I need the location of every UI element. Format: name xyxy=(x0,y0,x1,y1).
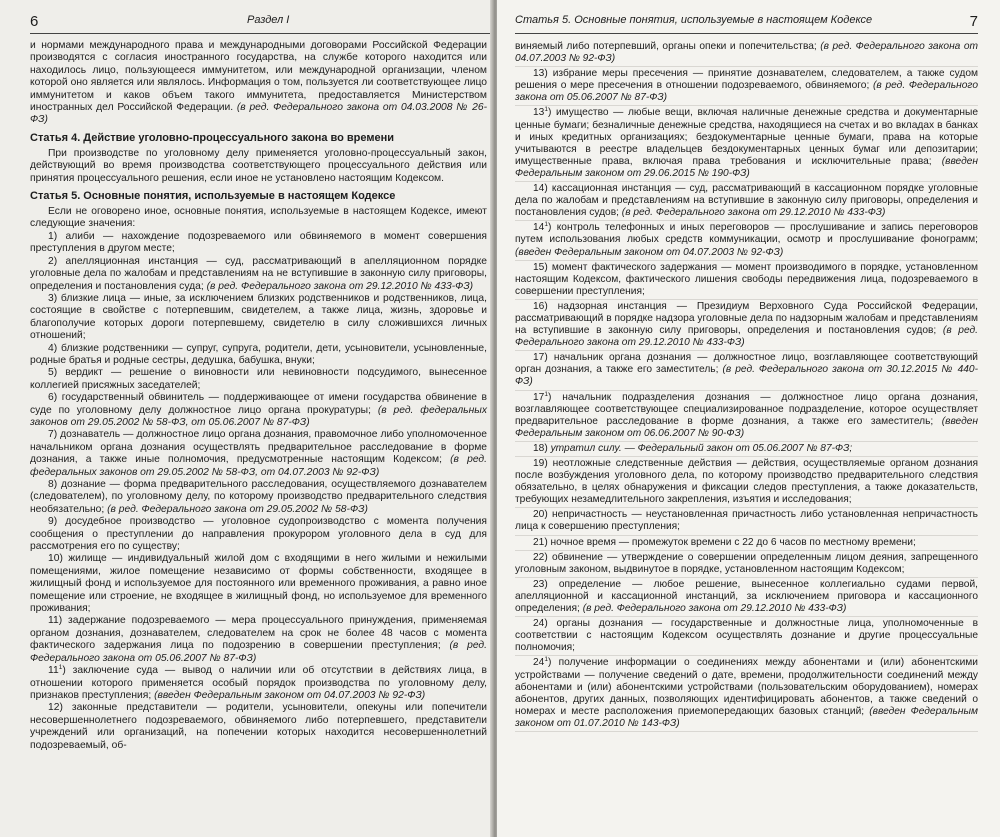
paragraph xyxy=(30,429,487,479)
paragraph xyxy=(30,206,487,231)
amendment-note: (в ред. Федерального закона от 29.12.2010 № 433-ФЗ) xyxy=(515,325,978,349)
paragraph-text: $11^1$) заключение суда — вывод о наличии или об отсутствии в действиях лица, в отношении которого применяется особый порядок производства по уголовному делу, признаков преступления; xyxy=(30,664,487,701)
amendment-note: (в ред. Федерального закона от 29.12.2010 № 433-ФЗ) xyxy=(206,280,474,292)
paragraph-text: 5) вердикт — решение о виновности или невиновности подсудимого, вынесенное коллегией присяжных заседателей; xyxy=(30,367,487,391)
paragraph-text: 22) обвинение — утверждение о совершении определенным лицом деяния, запрещенного уголовным законом, выдвинутое в порядке, установленном настоящим Кодексом; xyxy=(515,551,978,575)
amendment-note: (в ред. Федерального закона от 05.06.2007 № 87-ФЗ) xyxy=(30,640,487,664)
paragraph-text: 13) избрание меры пресечения — принятие дознавателем, следователем, а также судом решения о мере пресечения в отношении подозреваемого, обвиняемого; xyxy=(515,68,978,92)
paragraph-text: 21) ночное время — промежуток времени с 22 до 6 часов по местному времени; xyxy=(533,536,916,548)
section-title: Раздел I xyxy=(247,14,290,26)
paragraph-text: 3) близкие лица — иные, за исключением близких родственников и родственников, лица, состоящие в свойстве с потерпевшим, свидетелем, а также лица, жизнь, здоровье и благополучие которых дороги потерпевшему, свидетелю в силу сложившихся личных отношений; xyxy=(30,292,487,342)
paragraph xyxy=(30,293,487,343)
paragraph xyxy=(515,262,978,300)
paragraph-text: 7) дознаватель — должностное лицо органа дознания, правомочное либо уполномоченное начальником органа дознания осуществлять предварительное расследование в форме дознания, а также иные полномочия, предусмотренные настоящим Кодексом; xyxy=(30,429,487,466)
article-heading: Статья 5. Основные понятия, используемые в настоящем Кодексе xyxy=(30,190,396,203)
paragraph-text: 23) определение — любое решение, вынесенное коллегиально судами первой, апелляционной и кассационной инстанций, за исключением приговора и кассационного определения; xyxy=(515,578,978,615)
paragraph-text: 10) жилище — индивидуальный жилой дом с входящими в него жилыми и нежилыми помещениями, жилое помещение независимо от формы собственности, входящее в жилищный фонд и используемое для постоянного или временного проживания, а равно иное помещение или строение, не входящее в жилищный фонд, но используемое для временного проживания; xyxy=(30,553,487,615)
paragraph-text: 1) алиби — нахождение подозреваемого или обвиняемого в момент совершения преступления в другом месте; xyxy=(30,230,487,255)
paragraph-text: 11) задержание подозреваемого — мера процессуального принуждения, применяемая органом дознания, дознавателем, следователем на срок не более 48 часов с момента фактического задержания лица по подозрению в совершении преступления; xyxy=(30,615,487,652)
paragraph xyxy=(515,509,978,535)
paragraph-text: 16) надзорная инстанция — Президиум Верховного Суда Российской Федерации, рассматривающий в порядке надзора уголовные дела по надзорным жалобам и представлениям на вступившие в законную силу приговоры, определения и постановления судов; xyxy=(515,300,978,337)
paragraph-text: 17) начальник органа дознания — должностное лицо, возглавляющее соответствующий орган дознания, а также его заместитель; xyxy=(515,352,978,376)
paragraph-text: 18) xyxy=(533,442,548,454)
paragraph-text: 8) дознание — форма предварительного расследования, осуществляемого дознавателем (следователем), по уголовному делу, по которому производство предварительного следствия необязательно; xyxy=(30,479,487,515)
paragraph xyxy=(515,183,978,221)
amendment-note: (в ред. федеральных законов от 29.05.2002 № 58-ФЗ, от 04.07.2003 № 92-ФЗ) xyxy=(30,454,487,478)
page-number-left: 6 xyxy=(30,13,39,30)
header-rule xyxy=(30,33,490,34)
paragraph-text: 20) непричастность — неустановленная причастность либо установленная непричастность лица к совершению преступления; xyxy=(515,509,978,533)
paragraph-text: виняемый либо потерпевший, органы опеки и попечительства; xyxy=(515,41,817,52)
paragraph xyxy=(515,537,978,551)
amendment-note: (в ред. Федерального закона от 29.12.2010 № 433-ФЗ) xyxy=(621,207,886,219)
paragraph-text: 12) законные представители — родители, усыновители, опекуны или попечители несовершеннолетнего подозреваемого, обвиняемого либо потерпевшего, представители учреждений или организаций, на попечении которых находится несовершеннолетний подозреваемый, об- xyxy=(30,702,487,751)
paragraph xyxy=(30,665,487,702)
paragraph xyxy=(30,615,487,665)
paragraph-text: 19) неотложные следственные действия — действия, осуществляемые органом дознания после возбуждения уголовного дела, по которому производство предварительного следствия обязательно, в целях обнаружения и фиксации следов преступления, а также доказательств, требующих незамедлительного закрепления, изъятия и исследования; xyxy=(515,458,978,506)
paragraph-text: 14) кассационная инстанция — суд, рассматривающий в кассационном порядке уголовные дела по жалобам и представлениям на вступившие в законную силу приговоры, определения и постановления судов; xyxy=(515,183,978,219)
paragraph-text: $14^1$) контроль телефонных и иных переговоров — прослушивание и запись переговоров путем использования любых средств коммуникации, осмотр и прослушивание фонограмм; xyxy=(515,221,978,246)
article-running-title: Статья 5. Основные понятия, используемые в настоящем Кодексе xyxy=(515,14,873,26)
paragraph-text: 4) близкие родственники — супруг, супруга, родители, дети, усыновители, усыновленные, родные братья и родные сестры, дедушка, бабушка, внуки; xyxy=(30,342,487,366)
paragraph xyxy=(30,40,487,127)
paragraph xyxy=(515,352,978,390)
paragraph xyxy=(30,392,487,429)
paragraph xyxy=(515,107,978,182)
paragraph xyxy=(515,458,978,508)
paragraph-text: 6) государственный обвинитель — поддерживающее от имени государства обвинение в суде по уголовному делу должностное лицо органа прокуратуры; xyxy=(30,392,487,416)
paragraph xyxy=(515,657,978,732)
paragraph-text: $13^1$) имущество — любые вещи, включая наличные денежные средства и документарные ценные бумаги; безналичные денежные средства, находящиеся на счетах и во вкладах в банках и иных кредитных организациях; бездокументарные ценные бумаги, права на которые учитываются в реестре владельцев бездокументарных ценных бумаг или депозитарии; имущественные права, включая права требования и исключительные права; xyxy=(515,106,978,167)
paragraph xyxy=(515,68,978,106)
paragraph-text: и нормами международного права и международными договорами Российской Федерации производятся с согласия иностранного государства, на службе которого находится или находилось лицо, пользующееся иммунитетом, или международной организации, членом которой оно является или являлось. Информация о том, пользуется ли соответствующее лицо иммунитетом и каков объем такого иммунитета, предоставляется Министерством иностранных дел Российской Федерации. xyxy=(30,40,487,114)
paragraph xyxy=(30,516,487,553)
paragraph-text: 9) досудебное производство — уголовное судопроизводство с момента получения сообщения о преступлении до направления прокурором уголовного дела в суд для рассмотрения его по существу; xyxy=(30,516,487,553)
amendment-note: (введен Федеральным законом от 06.06.2007 № 90-ФЗ) xyxy=(515,415,978,439)
paragraph xyxy=(30,702,487,752)
right-page xyxy=(497,0,1000,837)
paragraph xyxy=(30,553,487,615)
paragraph-text: 15) момент фактического задержания — момент производимого в порядке, установленном настоящим Кодексом, фактического лишения свободы передвижения лица, подозреваемого в совершении преступления; xyxy=(515,261,978,297)
paragraph xyxy=(515,392,978,442)
paragraph-text: 2) апелляционная инстанция — суд, рассматривающий в апелляционном порядке уголовные дела по жалобам и представлениям на не вступившие в законную силу приговоры, определения и постановления суда; xyxy=(30,255,487,292)
paragraph xyxy=(515,41,978,67)
amendment-note: (в ред. Федерального закона от 29.05.2002 № 58-ФЗ) xyxy=(107,503,368,515)
amendment-note: (в ред. Федерального закона от 04.07.2003 № 92-ФЗ) xyxy=(515,41,978,65)
right-page-body xyxy=(515,41,978,732)
header-rule xyxy=(515,33,978,34)
paragraph xyxy=(515,618,978,656)
amendment-note: (в ред. Федерального закона от 29.12.2010 № 433-ФЗ) xyxy=(582,603,847,615)
paragraph-text: При производстве по уголовному делу применяется уголовно-процессуальный закон, действующий во время производства соответствующего процессуального действия или принятия процессуального решения, если иное не установлено настоящим Кодексом. xyxy=(30,147,487,184)
amendment-note: (введен Федеральным законом от 29.06.2015 № 190-ФЗ) xyxy=(515,155,978,179)
paragraph xyxy=(30,343,487,368)
amendment-note: утратил силу. — Федеральный закон от 05.06.2007 № 87-ФЗ; xyxy=(550,442,853,454)
paragraph xyxy=(30,479,487,516)
paragraph xyxy=(30,231,487,256)
paragraph-text: 24) органы дознания — государственные и должностные лица, уполномоченные в соответствии с настоящим Кодексом осуществлять дознание и другие процессуальные полномочия; xyxy=(515,618,978,654)
amendment-note: (введен Федеральным законом от 04.07.2003 № 92-ФЗ) xyxy=(515,246,784,258)
amendment-note: (в ред. Федерального закона от 05.06.2007 № 87-ФЗ) xyxy=(515,80,978,104)
paragraph xyxy=(515,579,978,617)
left-page xyxy=(0,0,493,837)
left-page-body xyxy=(30,40,487,752)
paragraph xyxy=(515,552,978,578)
amendment-note: (в ред. Федерального закона от 30.12.2015 № 440-ФЗ) xyxy=(515,364,978,388)
paragraph-text: $17^1$) начальник подразделения дознания — должностное лицо органа дознания, возглавляющее соответствующее специализированное подразделение, которое осуществляет предварительное расследование в форме дознания, а также его заместитель; xyxy=(515,390,978,427)
paragraph xyxy=(30,256,487,293)
paragraph-text: Если не оговорено иное, основные понятия, используемые в настоящем Кодексе, имеют следующие значения: xyxy=(30,206,487,230)
amendment-note: (в ред. Федерального закона от 04.03.2008 № 26-ФЗ) xyxy=(30,102,487,126)
paragraph xyxy=(515,301,978,351)
amendment-note: (в ред. федеральных законов от 29.05.2002 № 58-ФЗ, от 05.06.2007 № 87-ФЗ) xyxy=(30,404,487,428)
paragraph xyxy=(515,443,978,457)
paragraph xyxy=(515,222,978,260)
paragraph xyxy=(30,148,487,185)
paragraph-text: $24^1$) получение информации о соединениях между абонентами и (или) абонентскими устройствами — получение сведений о дате, времени, продолжительности соединений между абонентами и (или) абонентскими устройствами (пользовательским оборудованием), номерах абонентов, других данных, позволяющих идентифицировать абонентов, а также сведений о номерах и месте расположения приемопередающих базовых станций; xyxy=(515,656,978,717)
article-heading: Статья 4. Действие уголовно-процессуального закона во времени xyxy=(30,131,395,144)
paragraph xyxy=(30,367,487,392)
amendment-note: (введен Федеральным законом от 01.07.2010 № 143-ФЗ) xyxy=(515,705,978,729)
page-number-right: 7 xyxy=(969,13,978,30)
amendment-note: (введен Федеральным законом от 04.07.2003 № 92-ФЗ) xyxy=(154,689,426,701)
